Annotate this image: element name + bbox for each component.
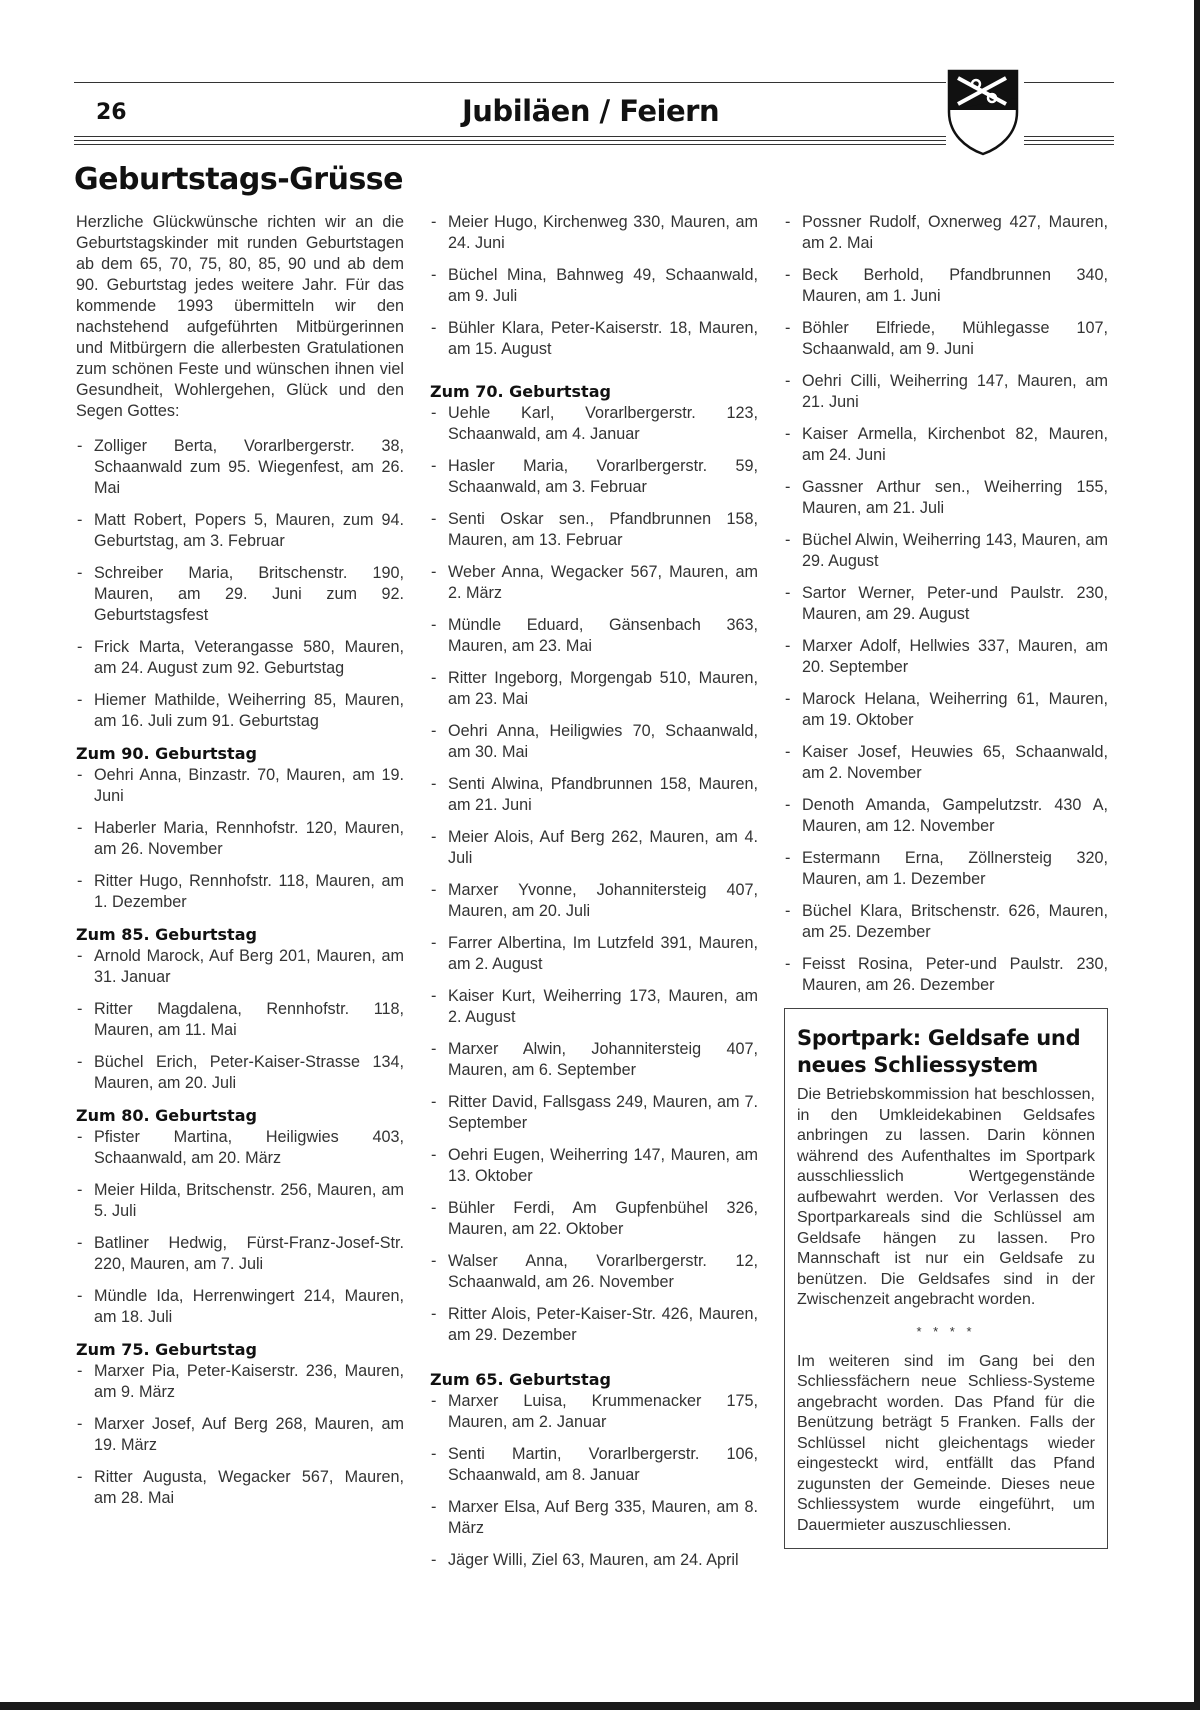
- list-item: - Ritter Magdalena, Rennhofstr. 118, Mauren, am 11. Mai: [76, 999, 404, 1041]
- list-item: - Hasler Maria, Vorarlbergerstr. 59, Schaanwald, am 3. Februar: [430, 456, 758, 498]
- list-item: - Frick Marta, Veterangasse 580, Mauren, am 24. August zum 92. Geburtstag: [76, 637, 404, 679]
- list-item: - Marock Helana, Weiherring 61, Mauren, am 19. Oktober: [784, 689, 1108, 731]
- page-edge-right: [1194, 0, 1200, 1710]
- list-item: - Sartor Werner, Peter-und Paulstr. 230, Mauren, am 29. August: [784, 583, 1108, 625]
- list-item: - Jäger Willi, Ziel 63, Mauren, am 24. April: [430, 1550, 758, 1571]
- header-rule-right-3: [1024, 144, 1114, 145]
- header-rule-3: [74, 144, 946, 145]
- group-heading-70: Zum 70. Geburtstag: [430, 382, 611, 401]
- list-item: - Schreiber Maria, Britschenstr. 190, Mauren, am 29. Juni zum 92. Geburtstagsfest: [76, 563, 404, 626]
- page-edge-bottom: [0, 1702, 1200, 1710]
- list-item: - Marxer Yvonne, Johannitersteig 407, Mauren, am 20. Juli: [430, 880, 758, 922]
- list-item: - Kaiser Armella, Kirchenbot 82, Mauren, am 24. Juni: [784, 424, 1108, 466]
- column-2: [430, 212, 758, 1582]
- group-heading-65: Zum 65. Geburtstag: [430, 1370, 611, 1389]
- box-paragraph-1: Die Betriebskommission hat beschlossen, in den Umkleidekabinen Geldsafes anbringen zu lassen. Darin können während des Aufenthaltes im Sportpark ausschliesslich Wertgegenstände aufbewahrt werden. Vor Verlassen des Sportparkareals sind die Schlüssel am Geldsafe hängen zu lassen. Pro Mannschaft ist nur ein Geldsafe zu benützen. Die Geldsafes sind in der Zwischenzeit angebracht worden.: [797, 1086, 1095, 1308]
- header-rule-top: [74, 82, 946, 83]
- list-item: - Oehri Anna, Binzastr. 70, Mauren, am 19. Juni: [76, 765, 404, 807]
- list-item: - Pfister Martina, Heiligwies 403, Schaanwald, am 20. März: [76, 1127, 404, 1169]
- list-item: - Estermann Erna, Zöllnersteig 320, Mauren, am 1. Dezember: [784, 848, 1108, 890]
- page-header: [74, 70, 1114, 160]
- list-item: - Büchel Mina, Bahnweg 49, Schaanwald, am 9. Juli: [430, 265, 758, 307]
- box-title: Sportpark: Geldsafe und neues Schliessystem: [797, 1026, 1081, 1077]
- list-item: - Senti Oskar sen., Pfandbrunnen 158, Mauren, am 13. Februar: [430, 509, 758, 551]
- list-item: - Weber Anna, Wegacker 567, Mauren, am 2. März: [430, 562, 758, 604]
- list-item: - Oehri Anna, Heiligwies 70, Schaanwald, am 30. Mai: [430, 721, 758, 763]
- sportpark-notice-box: [784, 1008, 1108, 1549]
- section-title: Jubiläen / Feiern: [462, 94, 720, 128]
- list-item: - Ritter Hugo, Rennhofstr. 118, Mauren, am 1. Dezember: [76, 871, 404, 913]
- list-item: - Hiemer Mathilde, Weiherring 85, Mauren, am 16. Juli zum 91. Geburtstag: [76, 690, 404, 732]
- list-item: - Beck Berhold, Pfandbrunnen 340, Mauren, am 1. Juni: [784, 265, 1108, 307]
- list-item: - Meier Hilda, Britschenstr. 256, Mauren, am 5. Juli: [76, 1180, 404, 1222]
- list-item: - Ritter David, Fallsgass 249, Mauren, am 7. September: [430, 1092, 758, 1134]
- list-item: - Bühler Ferdi, Am Gupfenbühel 326, Mauren, am 22. Oktober: [430, 1198, 758, 1240]
- list-item: - Senti Alwina, Pfandbrunnen 158, Mauren, am 21. Juni: [430, 774, 758, 816]
- group-heading-80: Zum 80. Geburtstag: [76, 1106, 257, 1125]
- list-item: - Meier Alois, Auf Berg 262, Mauren, am 4. Juli: [430, 827, 758, 869]
- list-item: - Meier Hugo, Kirchenweg 330, Mauren, am 24. Juni: [430, 212, 758, 254]
- list-item: - Farrer Albertina, Im Lutzfeld 391, Mauren, am 2. August: [430, 933, 758, 975]
- box-separator: * * * *: [916, 1323, 976, 1339]
- list-item: - Bühler Klara, Peter-Kaiserstr. 18, Mauren, am 15. August: [430, 318, 758, 360]
- list-item: - Senti Martin, Vorarlbergerstr. 106, Schaanwald, am 8. Januar: [430, 1444, 758, 1486]
- list-item: - Marxer Elsa, Auf Berg 335, Mauren, am 8. März: [430, 1497, 758, 1539]
- list-item: - Marxer Luisa, Krummenacker 175, Mauren, am 2. Januar: [430, 1391, 758, 1433]
- list-item: - Marxer Adolf, Hellwies 337, Mauren, am 20. September: [784, 636, 1108, 678]
- header-rule-right-2: [1024, 140, 1114, 141]
- header-rule-1: [74, 136, 946, 137]
- list-item: - Denoth Amanda, Gampelutzstr. 430 A, Mauren, am 12. November: [784, 795, 1108, 837]
- list-item: - Büchel Erich, Peter-Kaiser-Strasse 134, Mauren, am 20. Juli: [76, 1052, 404, 1094]
- group-heading-85: Zum 85. Geburtstag: [76, 925, 257, 944]
- group-heading-90: Zum 90. Geburtstag: [76, 744, 257, 763]
- header-rule-top-right: [1024, 82, 1114, 83]
- coat-of-arms-icon: [946, 68, 1020, 156]
- list-item: - Walser Anna, Vorarlbergerstr. 12, Schaanwald, am 26. November: [430, 1251, 758, 1293]
- list-item: - Büchel Klara, Britschenstr. 626, Mauren, am 25. Dezember: [784, 901, 1108, 943]
- list-item: - Oehri Cilli, Weiherring 147, Mauren, am 21. Juni: [784, 371, 1108, 413]
- list-item: - Mündle Eduard, Gänsenbach 363, Mauren, am 23. Mai: [430, 615, 758, 657]
- list-item: - Possner Rudolf, Oxnerweg 427, Mauren, am 2. Mai: [784, 212, 1108, 254]
- column-3: [784, 212, 1108, 1549]
- list-item: - Ritter Alois, Peter-Kaiser-Str. 426, Mauren, am 29. Dezember: [430, 1304, 758, 1346]
- list-item: - Feisst Rosina, Peter-und Paulstr. 230, Mauren, am 26. Dezember: [784, 954, 1108, 996]
- list-item: - Uehle Karl, Vorarlbergerstr. 123, Schaanwald, am 4. Januar: [430, 403, 758, 445]
- list-item: - Büchel Alwin, Weiherring 143, Mauren, am 29. August: [784, 530, 1108, 572]
- list-item: - Mündle Ida, Herrenwingert 214, Mauren, am 18. Juli: [76, 1286, 404, 1328]
- group-heading-75: Zum 75. Geburtstag: [76, 1340, 257, 1359]
- list-item: - Haberler Maria, Rennhofstr. 120, Mauren, am 26. November: [76, 818, 404, 860]
- list-item: - Zolliger Berta, Vorarlbergerstr. 38, Schaanwald zum 95. Wiegenfest, am 26. Mai: [76, 436, 404, 499]
- list-item: - Gassner Arthur sen., Weiherring 155, Mauren, am 21. Juli: [784, 477, 1108, 519]
- list-item: - Kaiser Kurt, Weiherring 173, Mauren, am 2. August: [430, 986, 758, 1028]
- article-title: Geburtstags-Grüsse: [74, 162, 403, 197]
- list-item: - Arnold Marock, Auf Berg 201, Mauren, am 31. Januar: [76, 946, 404, 988]
- list-item: - Matt Robert, Popers 5, Mauren, zum 94. Geburtstag, am 3. Februar: [76, 510, 404, 552]
- list-item: - Kaiser Josef, Heuwies 65, Schaanwald, am 2. November: [784, 742, 1108, 784]
- header-rule-2: [74, 140, 946, 141]
- column-1: [76, 212, 404, 1520]
- list-item: - Ritter Ingeborg, Morgengab 510, Mauren, am 23. Mai: [430, 668, 758, 710]
- list-item: - Marxer Josef, Auf Berg 268, Mauren, am 19. März: [76, 1414, 404, 1456]
- intro-paragraph: Herzliche Glückwünsche richten wir an die Geburtstagskinder mit runden Geburtstagen ab dem 65, 70, 75, 80, 85, 90 und ab dem 90. Geburtstag jedes weitere Jahr. Für das kommende 1993 übermitteln wir den nachstehend aufgeführten Mitbürgerinnen und Mitbürgern die allerbesten Gratulationen zum schönen Feste und wünschen ihnen viel Gesundheit, Wohlergehen, Glück und den Segen Gottes:: [76, 213, 404, 420]
- list-item: - Ritter Augusta, Wegacker 567, Mauren, am 28. Mai: [76, 1467, 404, 1509]
- list-item: - Böhler Elfriede, Mühlegasse 107, Schaanwald, am 9. Juni: [784, 318, 1108, 360]
- box-paragraph-2: Im weiteren sind im Gang bei den Schliessfächern neue Schliess-Systeme angebracht worden. Das Pfand für die Benützung beträgt 5 Franken. Falls der Schlüssel nicht gleichentags wieder eingesteckt wird, entfällt das Pfand zugunsten der Gemeinde. Dieses neue Schliessystem wurde eingeführt, um Dauermieter auszuschliessen.: [797, 1352, 1095, 1534]
- header-rule-right-1: [1024, 136, 1114, 137]
- list-item: - Oehri Eugen, Weiherring 147, Mauren, am 13. Oktober: [430, 1145, 758, 1187]
- list-item: - Batliner Hedwig, Fürst-Franz-Josef-Str. 220, Mauren, am 7. Juli: [76, 1233, 404, 1275]
- list-item: - Marxer Pia, Peter-Kaiserstr. 236, Mauren, am 9. März: [76, 1361, 404, 1403]
- list-item: - Marxer Alwin, Johannitersteig 407, Mauren, am 6. September: [430, 1039, 758, 1081]
- page-number: 26: [96, 100, 127, 125]
